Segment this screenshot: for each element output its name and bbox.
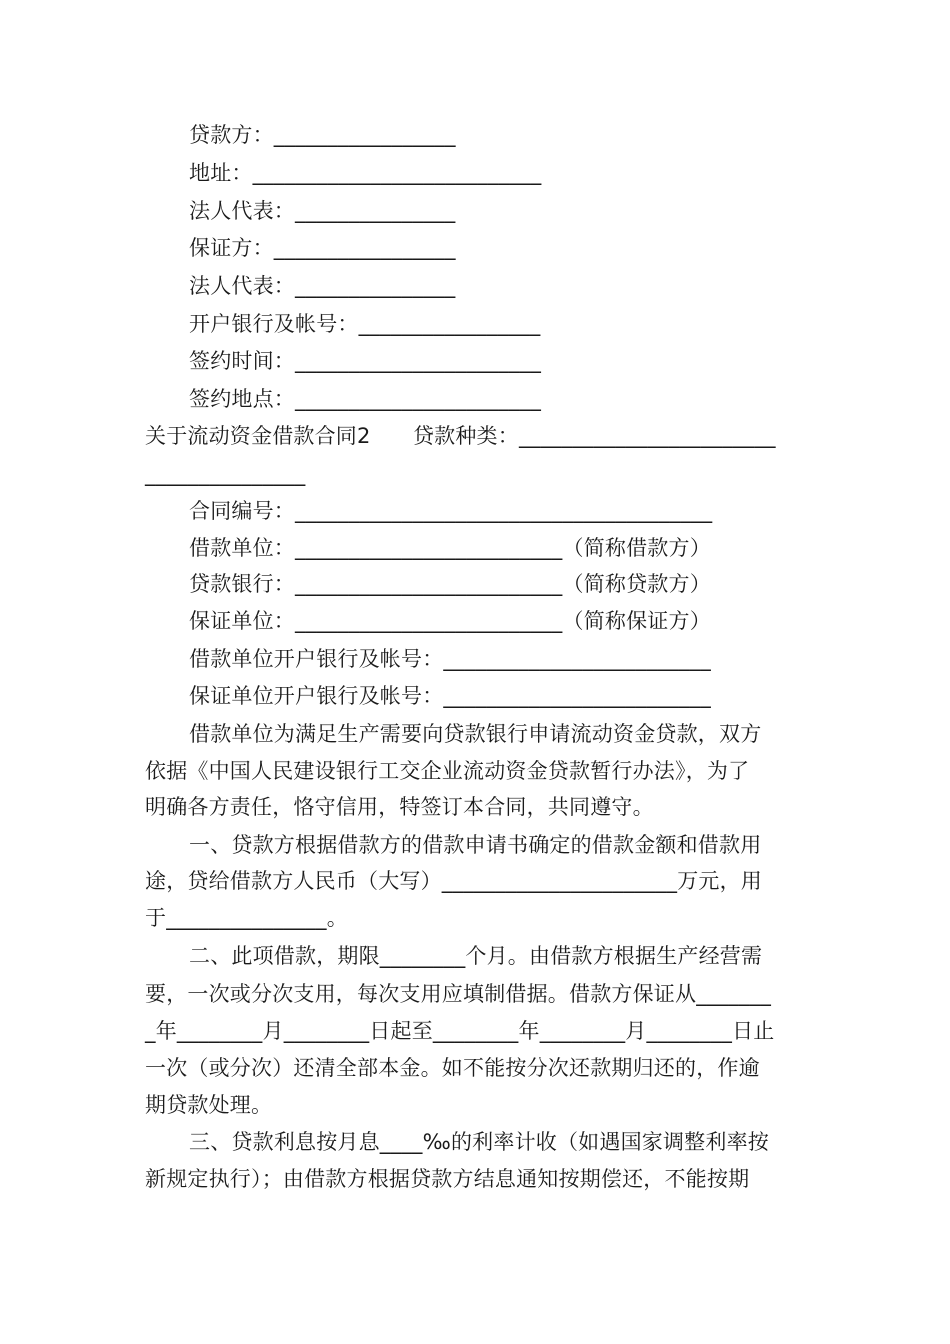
sign-time-line: 签约时间：_______________________ bbox=[189, 349, 542, 373]
clause-2-line: _年________月________日起至________年________月________日止 bbox=[145, 1019, 775, 1043]
clause-3-line: 三、贷款利息按月息____‰的利率计收（如遇国家调整利率按 bbox=[189, 1130, 769, 1154]
lending-bank-line: 贷款银行：_________________________（简称贷款方） bbox=[189, 572, 711, 596]
clause-1-line: 一、贷款方根据借款方的借款申请书确定的借款金额和借款用 bbox=[189, 833, 762, 857]
legal-rep-line: 法人代表：_______________ bbox=[189, 199, 456, 223]
guarantor-account-line: 保证单位开户银行及帐号：_________________________ bbox=[189, 684, 711, 708]
clause-1-line: 于_______________。 bbox=[145, 906, 348, 930]
paragraph-line: 明确各方责任，恪守信用，特签订本合同，共同遵守。 bbox=[145, 795, 654, 819]
legal-rep-line-2: 法人代表：_______________ bbox=[189, 274, 456, 298]
address-line: 地址：___________________________ bbox=[189, 161, 542, 185]
paragraph-line: 借款单位为满足生产需要向贷款银行申请流动资金贷款，双方 bbox=[189, 722, 762, 746]
lender-line: 贷款方：_________________ bbox=[189, 123, 456, 147]
clause-2-line: 期贷款处理。 bbox=[145, 1093, 273, 1117]
clause-3-line: 新规定执行）；由借款方根据贷款方结息通知按期偿还，不能按期 bbox=[145, 1167, 750, 1191]
loan-type-continuation: _______________ bbox=[145, 462, 306, 486]
contract-title-line: 关于流动资金借款合同2 贷款种类：________________________ bbox=[145, 424, 776, 448]
paragraph-line: 依据《中国人民建设银行工交企业流动资金贷款暂行办法》，为了 bbox=[145, 759, 750, 783]
clause-1-line: 途，贷给借款方人民币（大写）______________________万元，用 bbox=[145, 869, 762, 893]
clause-2-line: 要，一次或分次支用，每次支用应填制借据。借款方保证从_______ bbox=[145, 982, 772, 1006]
bank-account-line: 开户银行及帐号：_________________ bbox=[189, 312, 541, 336]
borrower-line: 借款单位：_________________________（简称借款方） bbox=[189, 536, 711, 560]
clause-2-line: 一次（或分次）还清全部本金。如不能按分次还款期归还的，作逾 bbox=[145, 1056, 760, 1080]
contract-number-line: 合同编号：_______________________________________ bbox=[189, 499, 713, 523]
borrower-account-line: 借款单位开户银行及帐号：_________________________ bbox=[189, 647, 711, 671]
guarantor-unit-line: 保证单位：_________________________（简称保证方） bbox=[189, 609, 711, 633]
sign-place-line: 签约地点：_______________________ bbox=[189, 387, 542, 411]
clause-2-line: 二、此项借款，期限________个月。由借款方根据生产经营需 bbox=[189, 944, 763, 968]
guarantor-line: 保证方：_________________ bbox=[189, 236, 456, 260]
